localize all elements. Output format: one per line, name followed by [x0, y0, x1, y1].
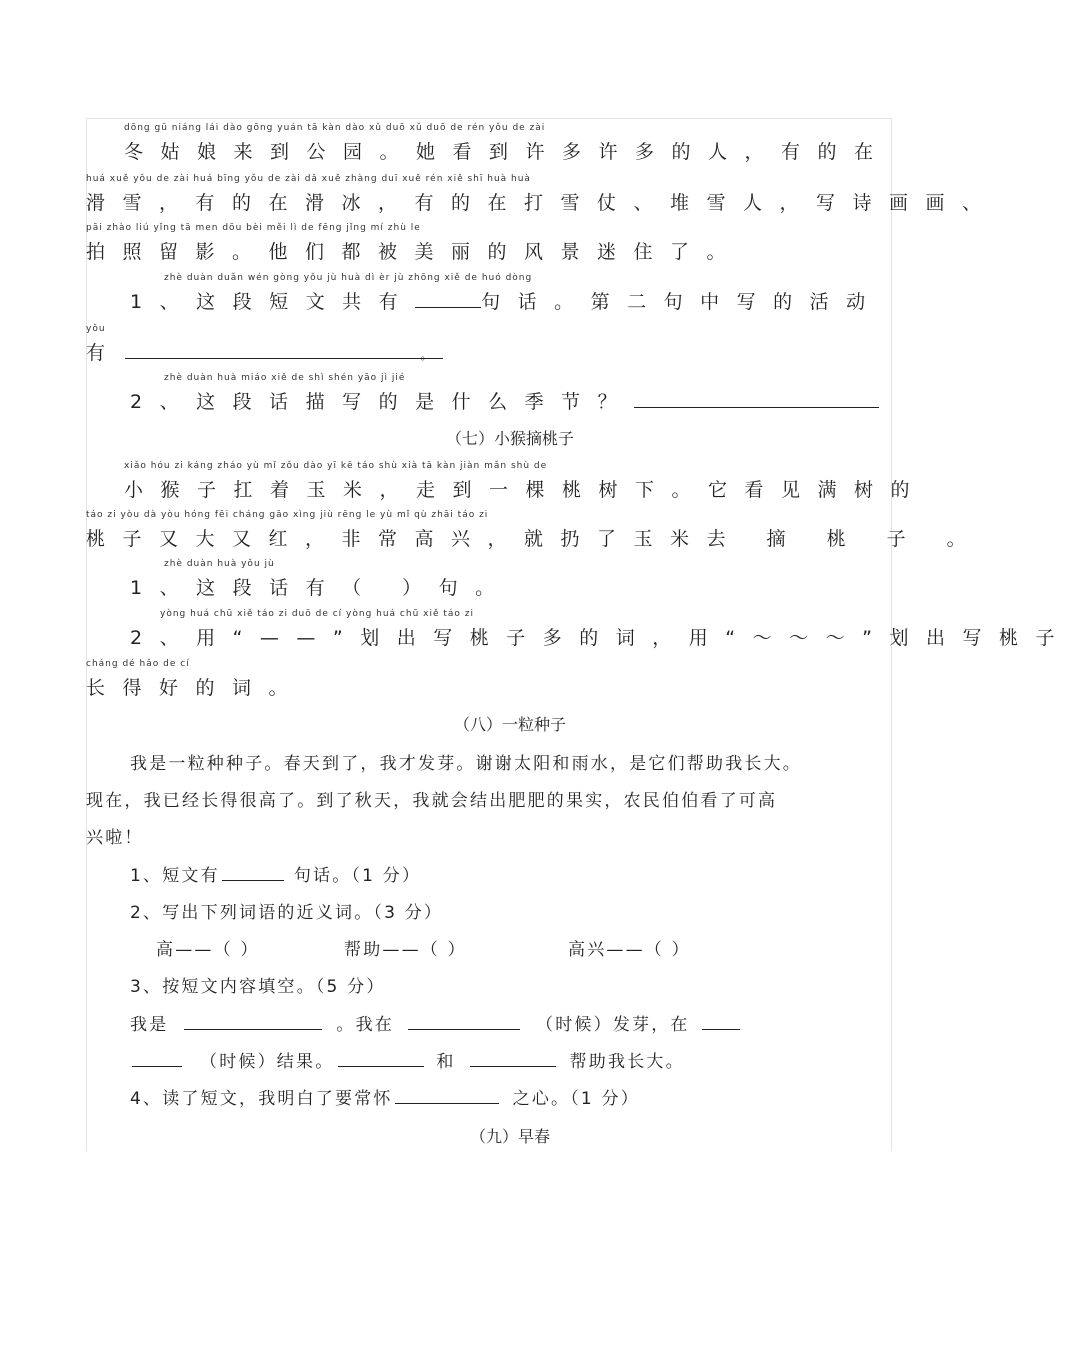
answer-blank[interactable] [470, 1048, 556, 1067]
question-2: 2、写出下列词语的近义词。（3 分） [130, 903, 444, 923]
question-1 [0, 273, 950, 323]
pinyin: táo zi yòu dà yòu hóng fēi cháng gāo xìng jiù rēng le yù mǐ qù zhāi táo zi [86, 510, 489, 520]
question-text: 我是 [130, 1015, 169, 1035]
passage-line-1 [0, 461, 950, 511]
answer-blank[interactable] [634, 389, 879, 408]
question-text: 之心。（1 分） [512, 1089, 640, 1109]
hanzi: 滑雪，有的在滑冰，有的在打雪仗、堆雪人，写诗画画、 [86, 192, 999, 214]
hanzi: 2、用“——”划出写桃子多的词，用“～～～”划出写桃子 [130, 627, 1072, 649]
answer-blank[interactable] [408, 1011, 520, 1030]
hanzi: 小猴子扛着玉米，走到一棵桃树下。它看见满树的 [124, 479, 928, 501]
question-text: 4、读了短文，我明白了要常怀 [130, 1089, 393, 1109]
synonym-1: 高——（ ） [156, 940, 260, 960]
pinyin: yǒu [86, 324, 106, 334]
answer-blank[interactable] [222, 862, 284, 881]
section-title: （九）早春 [469, 1127, 550, 1146]
hanzi: 桃子又大又红，非常高兴，就扔了玉米去 摘 桃 子 。 [86, 528, 984, 550]
question-text: 句话。第二句中写的活动 [481, 291, 883, 313]
question-2 [0, 373, 950, 423]
passage-line-1 [0, 123, 950, 173]
answer-blank[interactable] [184, 1011, 322, 1030]
question-text: 句话。（1 分） [293, 866, 422, 886]
question-1-cont [0, 324, 950, 374]
question-text: 。我在 [336, 1015, 395, 1035]
passage-line: 现在，我已经长得很高了。到了秋天，我就会结出肥肥的果实，农民伯伯看了可高 [86, 791, 778, 811]
question-text: 帮助我长大。 [569, 1052, 685, 1072]
hanzi [130, 387, 879, 414]
question-3-line-1 [130, 1010, 740, 1035]
synonym-3: 高兴——（ ） [568, 940, 691, 960]
answer-blank[interactable] [395, 1085, 499, 1104]
question-text: 和 [436, 1052, 456, 1072]
pinyin: xiǎo hóu zi káng zháo yù mǐ zǒu dào yī kē táo shù xià tā kàn jiàn mǎn shù de [124, 461, 548, 471]
passage-line-3 [0, 223, 950, 273]
answer-blank[interactable] [132, 1048, 182, 1067]
passage-line: 兴啦！ [86, 828, 144, 848]
question-text: 1、这段短文共有 [130, 291, 416, 313]
hanzi: 长得好的词。 [86, 677, 306, 699]
pinyin: cháng dé hǎo de cí [86, 659, 190, 669]
period: 。 [420, 348, 451, 362]
question-1 [130, 861, 421, 886]
question-text: （时候）结果。 [200, 1052, 335, 1072]
question-2 [0, 609, 1072, 659]
section-title: （八）一粒种子 [453, 715, 566, 734]
question-text: （时候）发芽，在 [536, 1015, 690, 1035]
question-2-cont [0, 659, 950, 709]
passage-line-2 [0, 510, 984, 560]
question-4 [130, 1084, 640, 1109]
answer-blank[interactable] [415, 289, 481, 308]
hanzi [130, 287, 883, 314]
section-title: （七）小猴摘桃子 [445, 429, 574, 448]
question-text: 有 [86, 342, 123, 364]
question-text: 2、这段话描写的是什么季节？ [130, 391, 635, 413]
answer-blank[interactable] [125, 340, 443, 359]
question-text: 1、短文有 [130, 866, 220, 886]
passage-line-2 [0, 174, 999, 224]
question-1 [0, 559, 950, 609]
question-3-line-2 [132, 1047, 685, 1072]
pinyin: yòng huá chū xiě táo zi duō de cí yòng huá chū xiě táo zi [160, 609, 475, 619]
pinyin: zhè duàn huà miáo xiě de shì shén yāo jì jié [164, 373, 406, 383]
question-3: 3、按短文内容填空。（5 分） [130, 977, 386, 997]
hanzi: 冬姑娘来到公园。她看到许多许多的人，有的在 [124, 141, 891, 163]
pinyin: huá xuě yǒu de zài huá bīng yǒu de zài dǎ xuě zhàng duī xuě rén xiě shī huà huà [86, 174, 531, 184]
pinyin: dōng gū niáng lái dào gōng yuán tā kàn dào xǔ duō xǔ duō de rén yǒu de zài [124, 123, 546, 133]
passage-line: 我是一粒种种子。春天到了，我才发芽。谢谢太阳和雨水，是它们帮助我长大。 [130, 754, 802, 774]
answer-blank[interactable] [338, 1048, 424, 1067]
pinyin: zhè duàn huà yǒu jù [164, 559, 275, 569]
pinyin: pāi zhào liú yǐng tā men dōu bèi měi lì de fēng jǐng mí zhù le [86, 223, 421, 233]
hanzi: 1、这段话有（ ）句。 [130, 577, 512, 599]
pinyin: zhè duàn duǎn wén gòng yǒu jù huà dì èr jù zhōng xiě de huó dòng [164, 273, 533, 283]
hanzi [86, 338, 472, 365]
answer-blank[interactable] [702, 1011, 740, 1030]
hanzi: 拍照留影。他们都被美丽的风景迷住了。 [86, 241, 744, 263]
synonym-2: 帮助——（ ） [344, 940, 467, 960]
